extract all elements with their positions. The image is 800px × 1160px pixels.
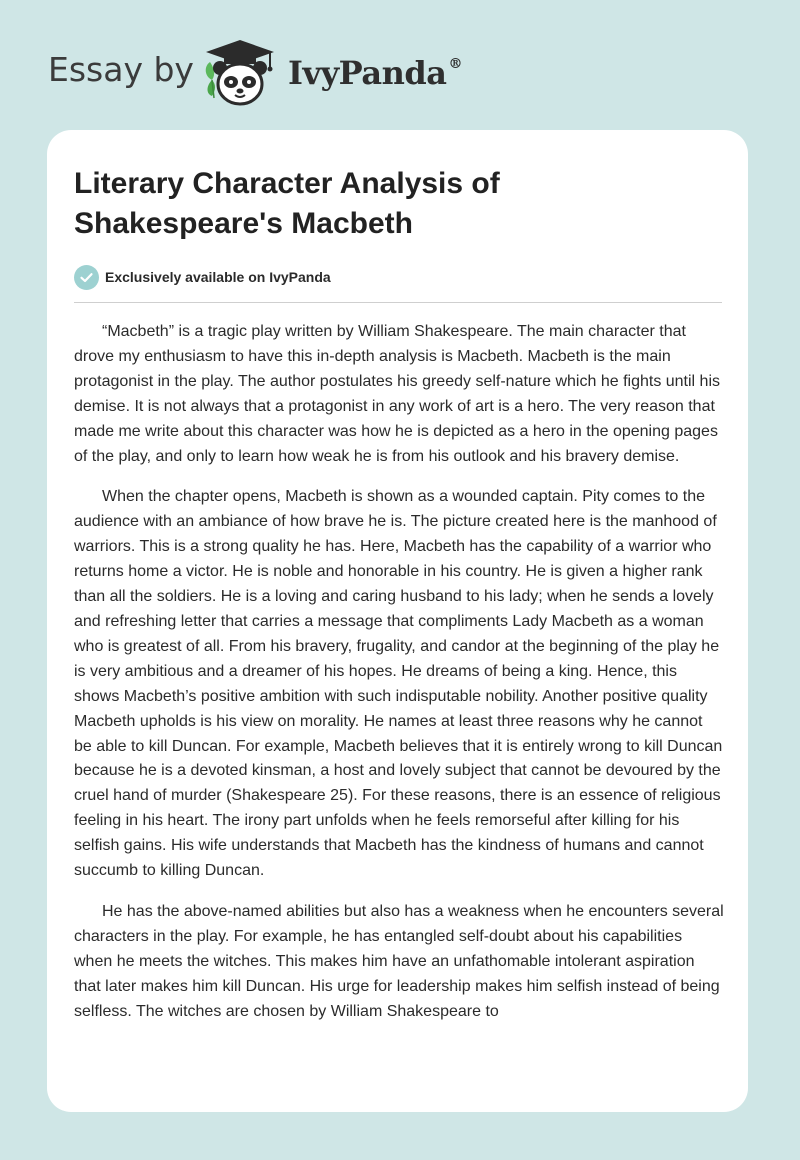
panda-graduation-cap-icon [200,36,280,108]
exclusive-badge [74,264,331,290]
paragraph: “Macbeth” is a tragic play written by William Shakespeare. The main character that drove my enthusiasm to have this in-depth analysis is Macbeth. Macbeth is the main protagonist in the play. The author postulates his greedy self-nature which he fights until his demise. It is not always that a protagonist in any work of art is a hero. The very reason that made me write about this character was how he is depicted as a hero in the opening pages of the play, and only to learn how weak he is from his outlook and his bravery demise. [74,323,721,465]
page-title: Literary Character Analysis of Shakespeare's Macbeth [74,167,500,240]
paragraph: When the chapter opens, Macbeth is shown as a wounded captain. Pity comes to the audience with an ambiance of how brave he is. The picture created here is the manhood of warriors. This is a strong quality he has. Here, Macbeth has the capability of a warrior who returns home a victor. He is noble and honorable in his country. He is given a higher rank than all the soldiers. He is a loving and caring husband to his lady; when he sends a lovely and refreshing letter that carries a message that compliments Lady Macbeth as a woman who is greatest of all. From his bravery, frugality, and candor at the beginning of the play he is very ambitious and a dreamer of his hopes. He dreams of being a king. Hence, this shows Macbeth’s positive ambition with such indisputable nobility. Another positive quality Macbeth upholds is his view on morality. He names at least three reasons why he cannot be able to kill Duncan. For example, Macbeth believes that it is entirely wrong to kill Duncan because he is a devoted kinsman, a host and lovely subject that cannot be devoured by the cruel hand of murder (Shakespeare 25). For these reasons, there is an essence of religious feeling in his heart. The irony part unfolds when he feels remorseful after killing for his selfish gains. His wife understands that Macbeth has the kindness of humans and cannot succumb to killing Duncan. [74,488,723,880]
essay-by-label: Essay by [48,50,194,89]
registered-mark: ® [448,56,462,72]
check-circle-icon [74,265,99,290]
divider [74,302,722,303]
essay-body [74,320,724,1040]
paragraph: He has the above-named abilities but also has a weakness when he encounters several characters in the play. For example, he has entangled self-doubt about his capabilities when he meets the witches. This makes him have an unfathomable intolerant aspiration that later makes him kill Duncan. His urge for leadership makes him selfish instead of being selfless. The witches are chosen by William Shakespeare to [74,902,724,1020]
badge-label: Exclusively available on IvyPanda [105,269,331,285]
site-header [0,0,800,130]
essay-card [47,130,748,1112]
brand-name: IvyPanda ® [288,54,462,92]
